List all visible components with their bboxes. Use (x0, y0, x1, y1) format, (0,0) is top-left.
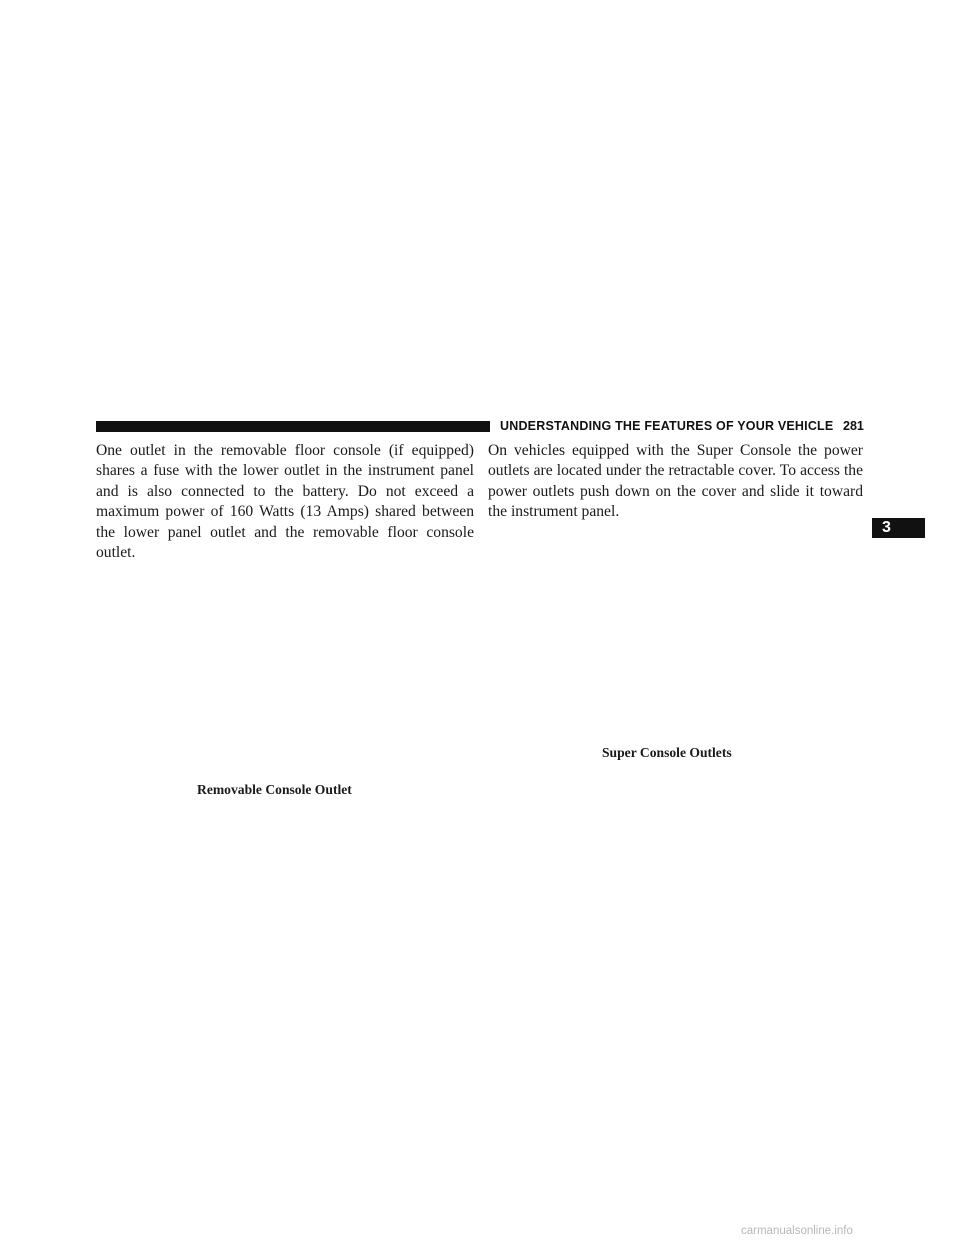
figure-caption-removable-console-outlet: Removable Console Outlet (197, 782, 352, 797)
figure-caption-super-console-outlets: Super Console Outlets (602, 745, 732, 760)
watermark: carmanualsonline.info (741, 1225, 853, 1237)
header-rule-bar (96, 421, 490, 432)
page-number: 281 (843, 419, 864, 433)
right-column-paragraph: On vehicles equipped with the Super Console the power outlets are located under the retractable cover. To access the power outlets push down on the cover and slide it toward the instrument panel. (488, 442, 863, 521)
left-column-paragraph: One outlet in the removable floor console (if equipped) shares a fuse with the lower outlet in the instrument panel and is also connected to the battery. Do not exceed a maximum power of 160 Watts (13 Amps) shared between the lower panel outlet and the removable floor console outlet. (96, 442, 474, 562)
chapter-tab: 3 (872, 518, 925, 538)
section-title: UNDERSTANDING THE FEATURES OF YOUR VEHICLE (500, 419, 834, 433)
